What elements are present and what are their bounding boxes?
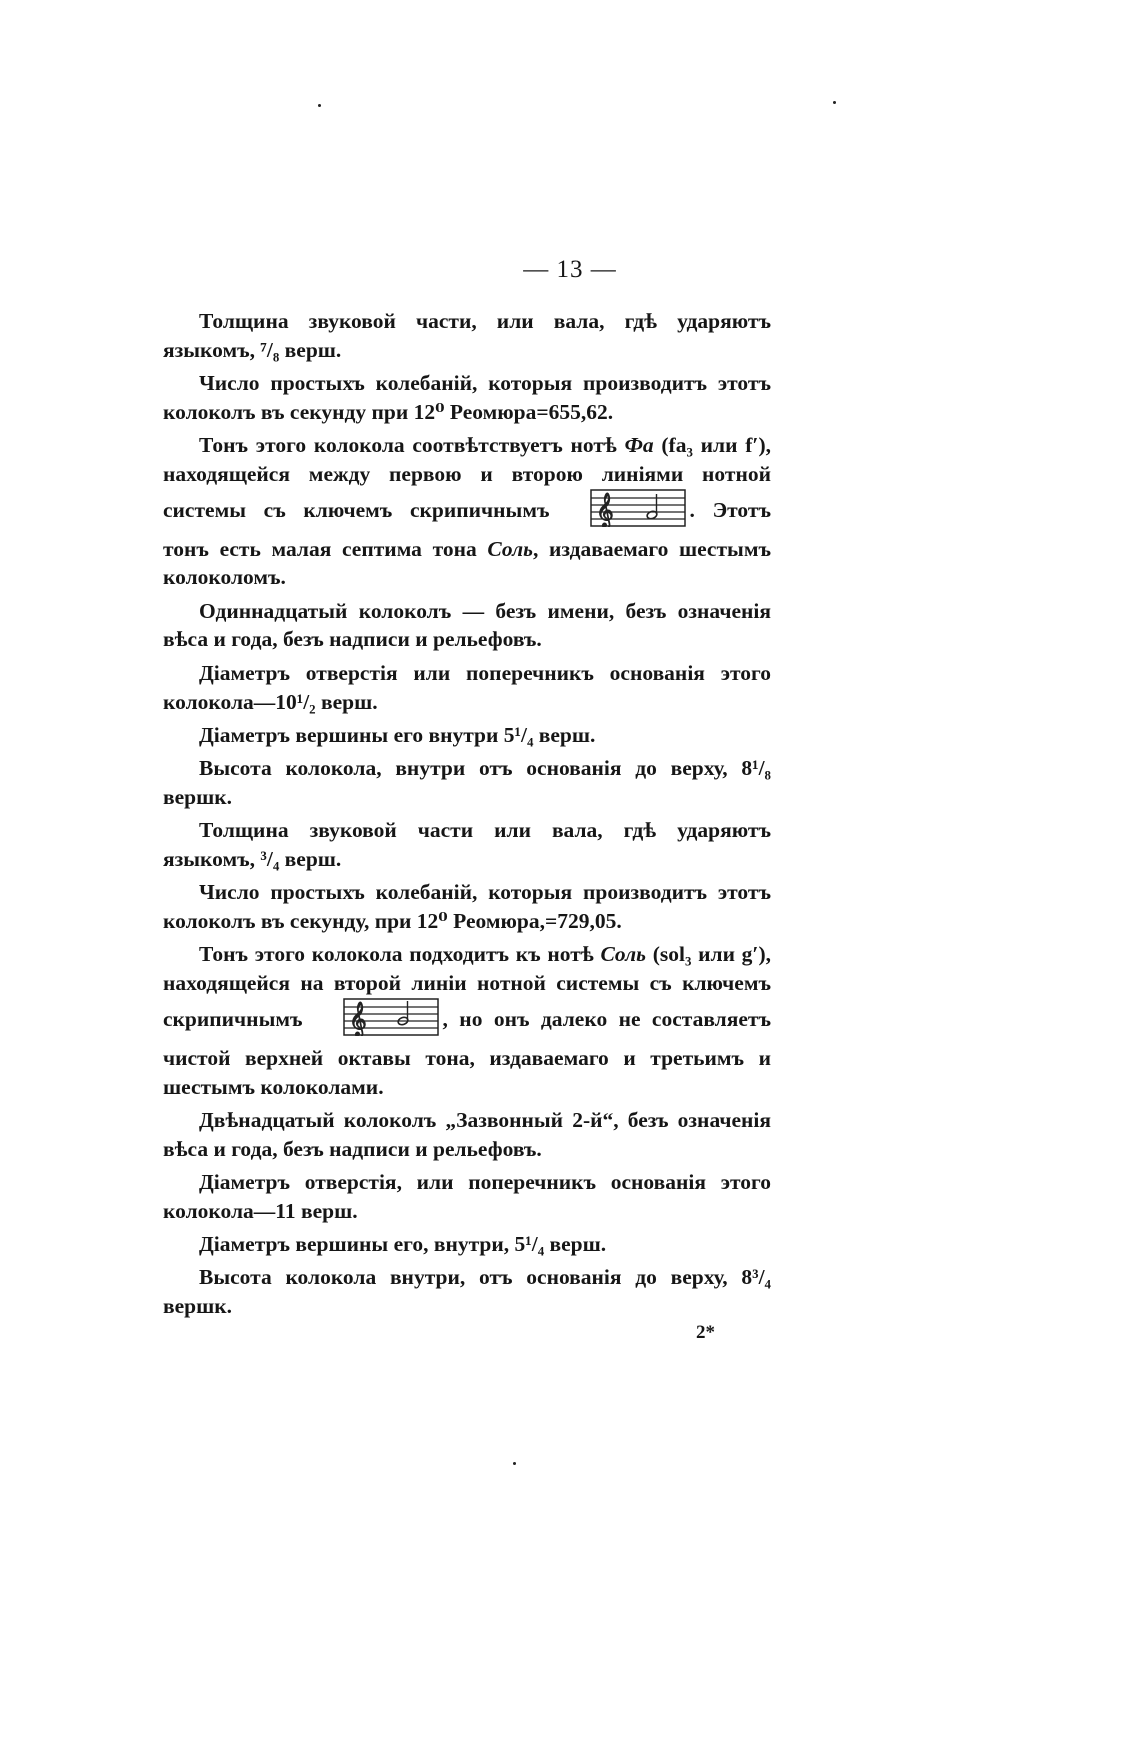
body-text: [163, 307, 771, 1326]
tone-text: , но онъ далеко не составляетъ чистой верхней октавы тона, издаваемаго и третьимъ и шестымъ колоколами.: [163, 1006, 771, 1099]
paragraph-tone-10: [163, 431, 771, 592]
signature-mark: 2*: [696, 1322, 715, 1343]
scan-speck: [318, 104, 321, 107]
tone-text: Тонъ этого колокола соотвѣтствуетъ нотѣ: [199, 433, 625, 458]
paragraph-thickness-11: Толщина звуковой части или вала, гдѣ ударяютъ языкомъ, ³/₄ верш.: [163, 818, 771, 872]
note-name-fa: Фа: [624, 433, 654, 458]
svg-text:𝄞: 𝄞: [348, 1002, 367, 1037]
tone-text: , издаваемаго шестымъ колоколомъ.: [163, 536, 771, 590]
scan-speck: [833, 101, 836, 104]
scan-speck: [513, 1462, 516, 1465]
treble-clef-staff-icon: [554, 489, 686, 535]
paragraph-height-11: Высота колокола, внутри отъ основанія до верху, 8¹/₈ вершк.: [163, 756, 771, 809]
treble-clef-staff-icon: [307, 998, 439, 1044]
tone-text: (sol₃ или g′), находящейся на второй линіи нотной системы съ ключемъ скрипичнымъ: [163, 942, 771, 1031]
note-name-sol: Соль: [600, 942, 646, 967]
note-name-sol: Соль: [487, 536, 533, 561]
paragraph-top-12: Діаметръ вершины его, внутри, 5¹/₄ верш.: [199, 1232, 607, 1257]
tone-text: . Этотъ тонъ есть малая септима тона: [163, 497, 771, 561]
tone-text: Тонъ этого колокола подходитъ къ нотѣ: [199, 942, 601, 967]
paragraph-height-12: Высота колокола внутри, отъ основанія до верху, 8³/₄ вершк.: [163, 1265, 771, 1319]
paragraph-bell-11: Одиннадцатый колоколъ — безъ имени, безъ означенія вѣса и года, безъ надписи и рельефовъ.: [163, 598, 771, 652]
svg-text:𝄞: 𝄞: [595, 492, 614, 527]
paragraph-diameter-12: Діаметръ отверстія, или поперечникъ основанія этого колокола—11 верш.: [163, 1170, 771, 1223]
tone-text: (fa₃ или f′), находящейся между первою и второю линіями нотной системы съ ключемъ скрипичнымъ: [163, 433, 771, 522]
page-number: — 13 —: [523, 256, 617, 283]
paragraph-bell-12: Двѣнадцатый колоколъ „Зазвонный 2-й“, безъ означенія вѣса и года, безъ надписи и рельефовъ.: [163, 1107, 771, 1161]
paragraph-vibrations-11: Число простыхъ колебаній, которыя производитъ этотъ колоколъ въ секунду, при 12⁰ Реомюра,=729,05.: [163, 880, 771, 934]
paragraph-thickness-10: Толщина звуковой части, или вала, гдѣ ударяютъ языкомъ, ⁷/₈ верш.: [163, 309, 771, 362]
paragraph-diameter-11: Діаметръ отверстія или поперечникъ основанія этого колокола—10¹/₂ верш.: [163, 660, 771, 714]
paragraph-tone-11: [163, 940, 771, 1101]
paragraph-vibrations-10: Число простыхъ колебаній, которыя производитъ этотъ колоколъ въ секунду при 12⁰ Реомюра=655,62.: [163, 371, 771, 424]
paragraph-top-11: Діаметръ вершины его внутри 5¹/₄ верш.: [199, 722, 596, 747]
